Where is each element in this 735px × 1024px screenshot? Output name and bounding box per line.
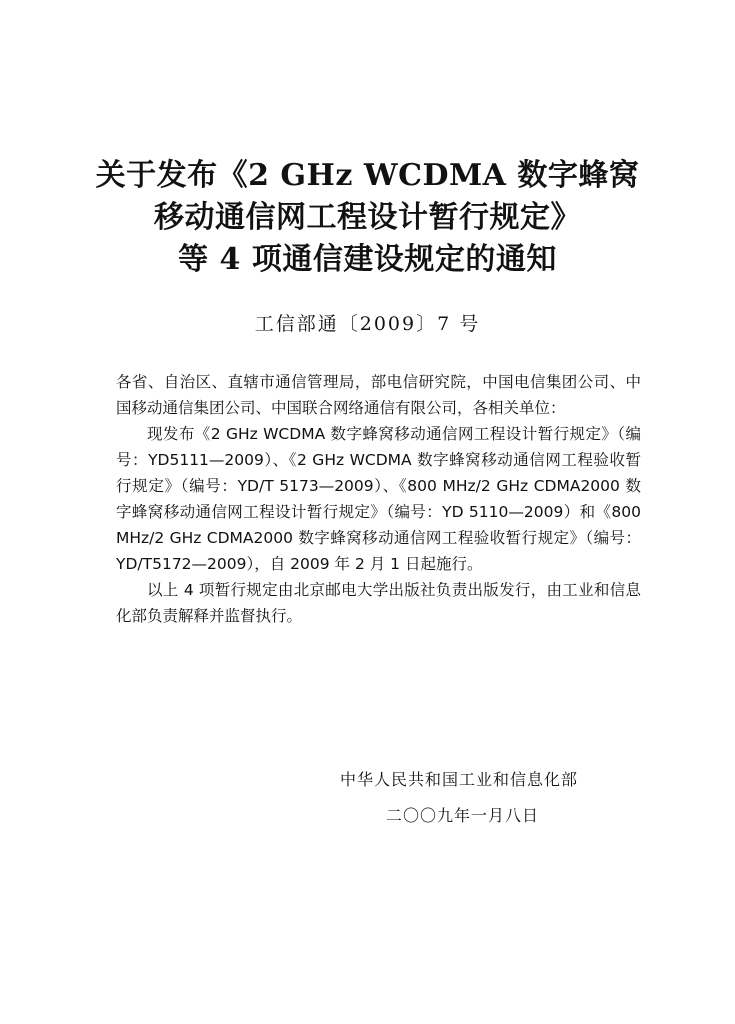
- document-body: [116, 369, 641, 629]
- document-title: [0, 155, 735, 281]
- signature-block: [340, 762, 578, 834]
- salutation: 各省、自治区、直辖市通信管理局，部电信研究院，中国电信集团公司、中国移动通信集团公司、中国联合网络通信有限公司，各相关单位：: [116, 373, 641, 417]
- paragraph-2: 以上 4 项暂行规定由北京邮电大学出版社负责出版发行，由工业和信息化部负责解释并监督执行。: [116, 581, 641, 625]
- issuer: 中华人民共和国工业和信息化部: [340, 770, 579, 789]
- document-number: 工信部通〔2009〕7 号: [254, 313, 481, 335]
- paragraph-1: 现发布《2 GHz WCDMA 数字蜂窝移动通信网工程设计暂行规定》（编号：YD5111—2009）、《2 GHz WCDMA 数字蜂窝移动通信网工程验收暂行规定》（编号：YD/T 5173—2009）、《800 MHz/2 GHz CDMA2000 数字蜂窝移动通信网工程设计暂行规定》（编号：YD 5110—2009）和《800 MHz/2 GHz CDMA2000 数字蜂窝移动通信网工程验收暂行规定》（编号：YD/T5172—2009），自 2009 年 2 月 1 日起施行。: [116, 425, 641, 573]
- title-line-1: 关于发布《2 GHz WCDMA 数字蜂窝: [95, 158, 640, 193]
- title-line-2: 移动通信网工程设计暂行规定》: [154, 200, 581, 235]
- issue-date: 二〇〇九年一月八日: [386, 806, 540, 825]
- title-line-3: 等 4 项通信建设规定的通知: [178, 242, 557, 277]
